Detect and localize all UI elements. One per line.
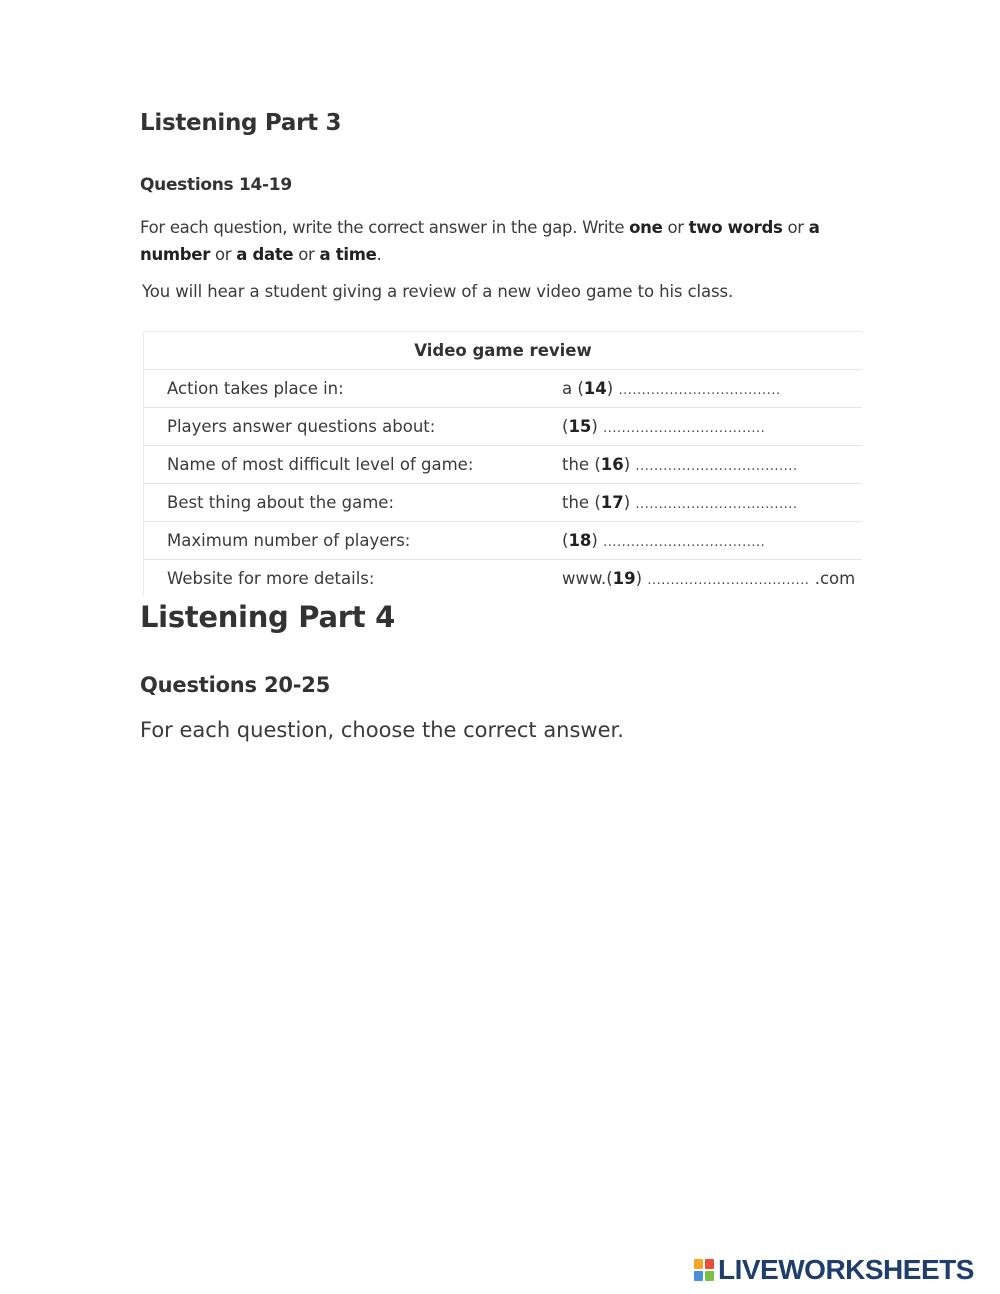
table-row [144,484,862,522]
row-label: Best thing about the game: [167,493,395,512]
table-row [144,560,862,597]
row-label: Players answer questions about: [167,417,436,436]
logo-mark-square [705,1259,714,1269]
row-label: Action takes place in: [167,379,344,398]
logo-mark-square [705,1271,714,1281]
table-row [144,522,862,560]
table-title: Video game review [144,332,862,370]
video-game-review-table [143,331,862,597]
logo-text: LIVEWORKSHEETS [718,1254,974,1285]
answer-gap-17[interactable]: the (17) ................................... [562,493,798,512]
answer-gap-14[interactable]: a (14) ................................... [562,379,781,398]
logo-mark-icon [694,1259,714,1281]
answer-gap-15[interactable]: (15) ................................... [562,417,766,436]
row-label: Website for more details: [167,569,375,588]
table-row [144,370,862,408]
table-row [144,446,862,484]
part4-title: Listening Part 4 [140,600,395,634]
part4-instruction: For each question, choose the correct answer. [140,718,624,742]
table-row [144,408,862,446]
row-label: Name of most difficult level of game: [167,455,474,474]
logo-mark-square [694,1271,703,1281]
answer-gap-16[interactable]: the (16) ................................... [562,455,798,474]
part3-questions-label: Questions 14-19 [140,175,292,195]
answer-gap-19[interactable]: www.(19) ................................... .com [562,569,856,588]
logo-mark-square [694,1259,703,1269]
liveworksheets-logo [694,1256,974,1284]
part3-title: Listening Part 3 [140,110,342,136]
row-label: Maximum number of players: [167,531,411,550]
part3-context: You will hear a student giving a review of a new video game to his class. [142,282,734,301]
answer-gap-18[interactable]: (18) ................................... [562,531,766,550]
part4-questions-label: Questions 20-25 [140,673,331,697]
part3-instruction: For each question, write the correct answer in the gap. Write one or two words or a number or a date or a time. [140,218,820,264]
